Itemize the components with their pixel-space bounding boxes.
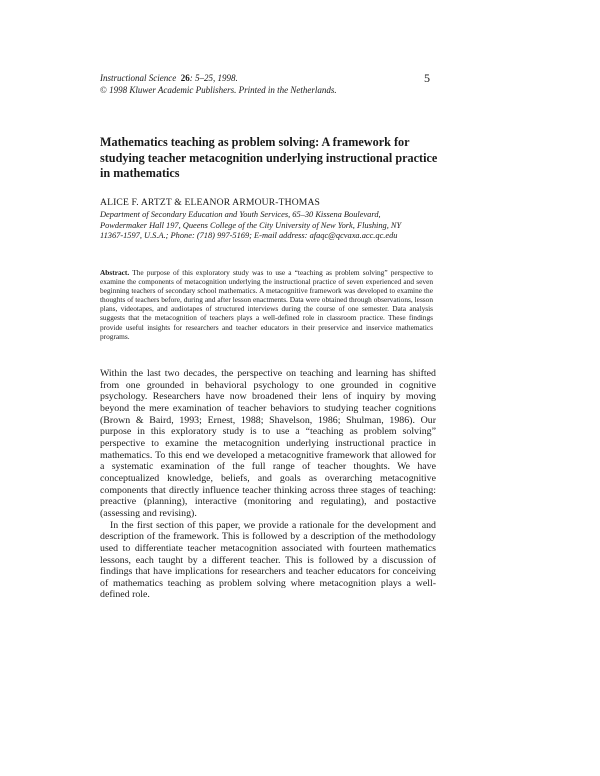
body-text xyxy=(100,368,436,601)
abstract-text: The purpose of this exploratory study was to use a “teaching as problem solving” perspective to examine the components of metacognition underlying the instructional practice of seven experienced and seven beginning teachers of secondary school mathematics. A metacognitive framework was developed to examine the thoughts of teachers before, during and after lesson enactments. Data were obtained through observations, lesson plans, videotapes, and audiotapes of structured interviews during the course of one semester. Data analysis suggests that the metacognition of teachers plays a well-defined role in classroom practice. These findings provide useful insights for researchers and teacher educators in their preservice and inservice mathematics programs. xyxy=(100,268,433,341)
paper-title: Mathematics teaching as problem solving: A framework for studying teacher metacognition underlying instructional practice in mathematics xyxy=(100,135,438,180)
body-paragraph: In the first section of this paper, we provide a rationale for the development and description of the framework. This is followed by a description of the methodology used to differentiate teacher metacognition associated with fourteen mathematics lessons, each taught by a different teacher. This is followed by a discussion of findings that have implications for researchers and teacher educators for conceiving of mathematics teaching as problem solving where metacognition plays a well-defined role. xyxy=(100,519,436,601)
copyright-icon: © xyxy=(100,84,107,95)
body-paragraph: Within the last two decades, the perspective on teaching and learning has shifted from one grounded in behavioral psychology to one grounded in cognitive psychology. Researchers have now broadened their lens of inquiry by moving beyond the mere examination of teacher behaviors to studying teacher cognitions (Brown & Baird, 1993; Ernest, 1988; Shavelson, 1986; Shulman, 1986). Our purpose in this exploratory study is to use a “teaching as problem solving” perspective to examine the metacognition underlying instructional practice in mathematics. To this end we developed a metacognitive framework that allowed for a systematic examination of the full range of teacher thoughts. We have conceptualized knowledge, beliefs, and goals as overarching metacognitive components that directly influence teacher thinking across three stages of teaching: preactive (planning), interactive (monitoring and regulating), and postactive (assessing and revising). xyxy=(100,368,436,519)
affiliation-line: Powdermaker Hall 197, Queens College of the City University of New York, Flushing, NY xyxy=(100,220,402,230)
copyright-line xyxy=(100,85,435,97)
journal-name: Instructional Science xyxy=(100,73,177,83)
author-names: ALICE F. ARTZT & ELEANOR ARMOUR-THOMAS xyxy=(100,197,321,208)
journal-volume: 26 xyxy=(180,73,190,83)
page-number: 5 xyxy=(424,71,430,85)
abstract-label: Abstract. xyxy=(100,268,130,277)
abstract xyxy=(100,268,433,341)
journal-header xyxy=(100,73,435,96)
affiliation-line: Department of Secondary Education and Youth Services, 65–30 Kissena Boulevard, xyxy=(100,210,381,219)
copyright-text: 1998 Kluwer Academic Publishers. Printed in the Netherlands. xyxy=(109,84,337,95)
journal-citation xyxy=(100,73,435,85)
affiliation-line: 11367-1597, U.S.A.; Phone: (718) 997-5169; E-mail address: afaqc@qcvaxa.acc.qc.edu xyxy=(100,231,398,241)
author-affiliation xyxy=(100,210,435,242)
journal-pages-year: : 5–25, 1998. xyxy=(189,73,238,83)
